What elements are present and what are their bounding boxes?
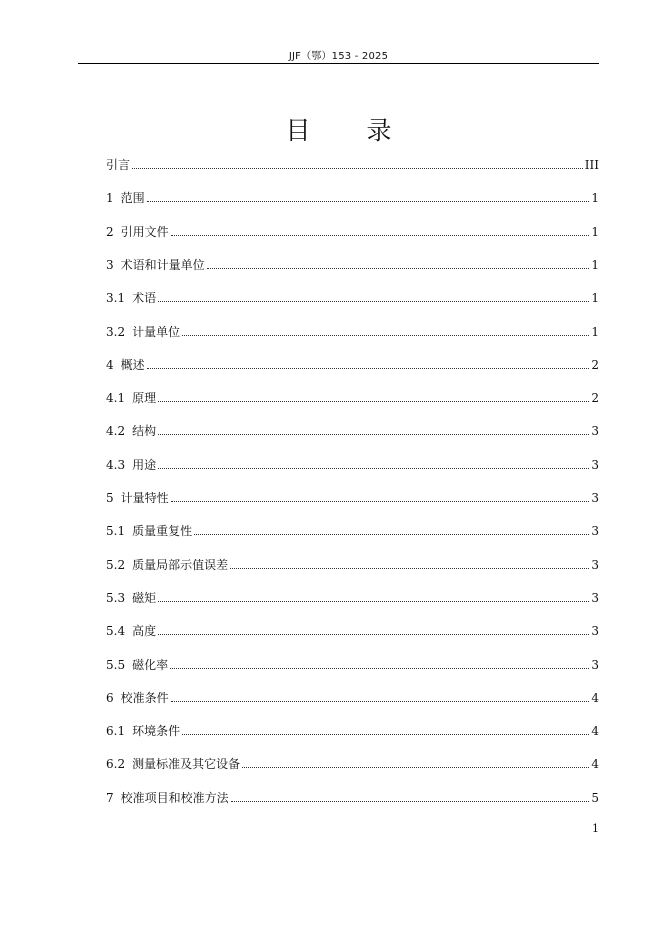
toc-entry-page: 4 [591,690,599,705]
toc-leader-dots [158,634,589,635]
toc-entry-number: 5.4 [106,624,126,639]
toc-leader-dots [171,701,590,702]
toc-leader-dots [170,668,589,669]
toc-entry-label: 范围 [120,191,145,206]
toc-entry[interactable] [106,485,599,505]
toc-entry[interactable] [106,552,599,572]
toc-entry-label: 磁矩 [132,590,157,605]
toc-entry[interactable] [106,585,599,605]
toc-entry[interactable] [106,285,599,305]
toc-entry-number: 6 [106,690,114,705]
toc-entry[interactable] [106,152,599,172]
toc-entry[interactable] [106,518,599,538]
title-char-1: 目 [285,116,311,145]
toc-entry-page: 5 [591,790,599,805]
toc-entry-number: 3 [106,257,114,272]
toc-entry-page: 1 [591,291,599,306]
toc-entry[interactable] [106,785,599,805]
toc-leader-dots [158,468,589,469]
toc-entry-page: 3 [591,590,599,605]
toc-entry-label: 测量标准及其它设备 [132,757,241,772]
toc-entry-page: 3 [591,524,599,539]
toc-entry-label: 原理 [132,391,157,406]
toc-entry-number: 4 [106,357,114,372]
toc-leader-dots [132,168,583,169]
toc-entry-label: 计量特性 [120,491,169,505]
toc-entry-label: 结构 [132,424,157,439]
toc-entry[interactable] [106,385,599,405]
toc-entry-page: 3 [591,657,599,672]
toc-entry-label: 高度 [132,624,157,639]
toc-entry-number: 1 [106,191,114,206]
toc-entry-page: 1 [591,257,599,272]
toc-entry-number: 6.2 [106,757,126,772]
toc-entry[interactable] [106,652,599,672]
toc-entry-page: 3 [591,624,599,639]
toc-entry-page: 2 [591,391,599,406]
page-number: 1 [592,822,599,835]
toc-entry-page: 3 [591,457,599,472]
toc-entry[interactable] [106,319,599,339]
toc-leader-dots [158,601,589,602]
toc-entry-label: 术语 [132,291,157,306]
toc-entry-label: 用途 [132,457,157,472]
toc-entry[interactable] [106,751,599,771]
page-title [78,111,599,147]
toc-entry-label: 环境条件 [132,724,181,739]
toc-entry-page: 2 [591,357,599,372]
toc-entry[interactable] [106,418,599,438]
toc-entry-number: 7 [106,790,114,805]
toc-entry-number: 5 [106,491,114,505]
toc-leader-dots [182,734,589,735]
toc-leader-dots [242,767,589,768]
toc-entry-label: 术语和计量单位 [120,257,205,272]
toc-leader-dots [158,401,589,402]
toc-entry-number: 2 [106,224,114,239]
toc-entry-number: 4.1 [106,391,126,406]
toc-entry-page: 4 [591,724,599,739]
toc-leader-dots [147,201,590,202]
toc-entry-number: 5.1 [106,524,126,539]
toc-entry-number: 5.2 [106,557,126,572]
toc-leader-dots [158,434,589,435]
toc-leader-dots [182,335,589,336]
toc-entry-number: 3.2 [106,324,126,339]
toc-entry-label: 校准条件 [120,690,169,705]
toc-entry-page: III [584,158,599,172]
header-rule [78,63,599,64]
toc-entry[interactable] [106,185,599,205]
toc-leader-dots [171,235,590,236]
toc-entry-number: 5.3 [106,590,126,605]
toc-entry-label: 引用文件 [120,224,169,239]
toc-leader-dots [194,534,589,535]
toc-entry[interactable] [106,252,599,272]
toc-leader-dots [171,501,590,502]
running-header: JJF（鄂）153 - 2025 [288,51,389,62]
toc-entry-label: 引言 [106,158,131,172]
toc-entry-label: 概述 [120,357,145,372]
toc-leader-dots [207,268,590,269]
toc-entry[interactable] [106,618,599,638]
toc-entry-number: 5.5 [106,657,126,672]
toc-entry-label: 磁化率 [132,657,169,672]
toc-entry[interactable] [106,352,599,372]
toc-entry-number: 6.1 [106,724,126,739]
toc-entry-page: 1 [591,224,599,239]
toc-leader-dots [158,301,589,302]
toc-entry-page: 1 [591,191,599,206]
toc-entry[interactable] [106,718,599,738]
toc-entry-number: 4.3 [106,457,126,472]
toc-entry-page: 3 [591,557,599,572]
toc-entry-page: 3 [591,424,599,439]
toc-leader-dots [147,368,590,369]
toc-entry-page: 4 [591,757,599,772]
toc-leader-dots [231,801,590,802]
toc-entry-label: 计量单位 [132,324,181,339]
toc-entry[interactable] [106,685,599,705]
toc-entry[interactable] [106,452,599,472]
title-char-2: 录 [366,116,392,145]
toc-entry-page: 1 [591,324,599,339]
toc-entry-label: 质量重复性 [132,524,193,539]
toc-entry[interactable] [106,219,599,239]
toc-entry-page: 3 [591,491,599,505]
toc-entry-label: 校准项目和校准方法 [120,790,229,805]
toc-entry-number: 3.1 [106,291,126,306]
toc-entry-number: 4.2 [106,424,126,439]
toc-leader-dots [230,568,589,569]
toc-entry-label: 质量局部示值误差 [132,557,229,572]
